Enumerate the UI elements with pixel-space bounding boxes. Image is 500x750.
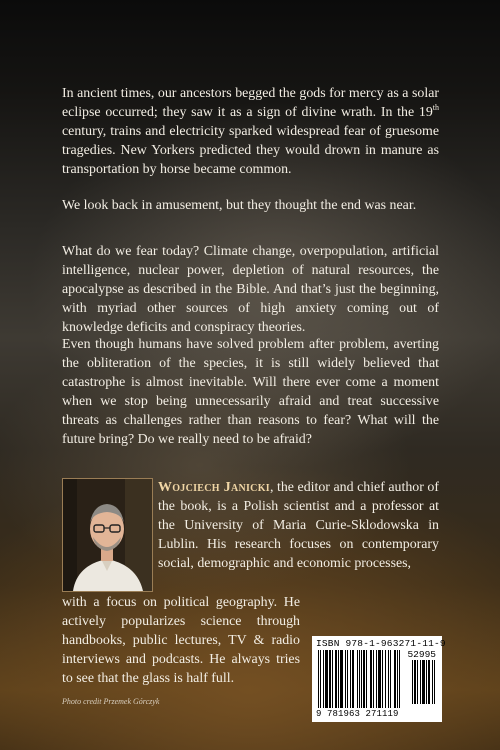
barcode-bar [373,650,374,708]
photo-credit: Photo credit Przemek Górczyk [62,697,160,706]
barcode-bar [428,660,430,704]
barcode-bar [347,650,348,708]
barcode-bar [388,650,389,708]
barcode-bar [378,650,381,708]
blurb-p4-text: Even though humans have solved problem after problem, averting the obliteration of the species, it is still widely believed that catastrophe is almost inevitable. Will there ever come a moment when we stop being unnecessarily afraid and treat successive threats as challenges rather than reasons to fear? What will the future bring? Do we really need to be afraid? [62,337,439,448]
barcode-bar [350,650,351,708]
ordinal-suffix: th [432,103,439,113]
addon-barcode-bars [412,660,438,706]
barcode-bar [414,660,416,704]
barcode-bar [366,650,367,708]
author-name: Wojciech Janicki [158,480,270,495]
barcode-bar [382,650,383,708]
isbn-barcode [312,636,446,722]
author-photo [62,478,153,592]
blurb-p3-text: What do we fear today? Climate change, overpopulation, artificial intelligence, nuclear power, depletion of natural resources, the apocalypse as described in the Bible. And that’s just the beginning, with myriad other sources of high anxiety coming out of knowledge deficits and conspiracy theories. [62,244,439,336]
barcode-bar [376,650,377,708]
blurb-p2-text: We look back in amusement, but they thought the end was near. [62,198,417,213]
author-bio-text: , the editor and chief author of the book, is a Polish scientist and a professor at the University of Maria Curie-Sklodowska in Lublin. His research focuses on contemporary social, demographic and economic processes, [158,480,439,571]
barcode-bar [370,650,372,708]
blurb-paragraph-2 [62,196,439,215]
barcode-bar [426,660,427,704]
barcode-bar [363,650,365,708]
barcode-bar [345,650,346,708]
blurb-paragraph-4 [62,335,439,450]
barcode-bar [399,650,400,708]
author-bio-continued: with a focus on political geography. He actively popularizes science through handbooks, public lectures, TV & radio interviews and podcasts. He always tries to see that the glass is half full. [62,595,300,686]
blurb-paragraph-3 [62,242,439,337]
blurb-p1-text-a: In ancient times, our ancestors begged the gods for mercy as a solar eclipse occurred; they saw it as a sign of divine wrath. In the 19 [62,86,439,121]
barcode-bar [325,650,328,708]
blurb-p1-text-b: century, trains and electricity sparked widespread fear of gruesome tragedies. New Yorkers predicted they would drown in manure as transportation by horse became common. [62,124,439,178]
blurb-paragraph-1 [62,84,439,179]
author-portrait-illustration [63,479,152,591]
barcode-bar [320,650,321,708]
barcode-bar [412,660,413,704]
barcode-bar [434,660,435,704]
barcode-bar [394,650,396,708]
barcode-bar [361,650,362,708]
barcode-bar [329,650,331,708]
barcode-bar [357,650,358,708]
isbn-number: ISBN 978-1-963271-11-9 [316,638,446,649]
barcode-bar [390,650,391,708]
barcode-bar [340,650,343,708]
barcode-bar [318,650,319,708]
barcode-bar [323,650,324,708]
barcode-bar [338,650,339,708]
barcode-digits: 9 781963 271119 [316,709,399,719]
barcode-bar [420,660,421,704]
price-code: 52995 [407,649,436,660]
barcode-bar [359,650,360,708]
barcode-bar [397,650,398,708]
barcode-bars [318,650,408,710]
barcode-bar [422,660,425,704]
author-bio [158,478,439,573]
barcode-bar [385,650,386,708]
barcode-bar [417,660,418,704]
barcode-bar [432,660,433,704]
barcode-bar [332,650,333,708]
barcode-bar [335,650,337,708]
barcode-bar [352,650,354,708]
